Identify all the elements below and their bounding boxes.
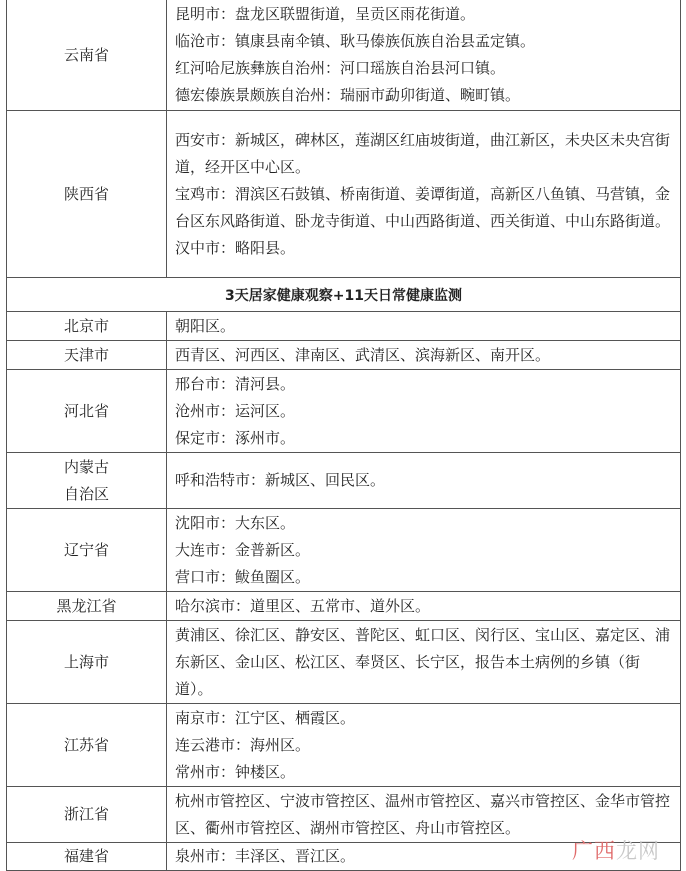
province-cell: 辽宁省 [7,509,167,592]
province-cell: 江苏省 [7,704,167,787]
area-line: 呼和浩特市：新城区、回民区。 [175,471,386,489]
watermark-logo [572,835,660,865]
province-cell: 云南省 [7,0,167,111]
table-row [7,111,681,278]
province-cell: 天津市 [7,341,167,370]
table-row [7,341,681,370]
area-line: 沈阳市：大东区。 [175,513,296,532]
areas-cell [167,704,681,787]
province-cell: 陕西省 [7,111,167,278]
areas-cell [167,453,681,509]
province-cell: 上海市 [7,621,167,704]
province-line: 内蒙古 [63,457,109,476]
watermark-part1: 广西 [572,839,616,863]
area-line: 临沧市：镇康县南伞镇、耿马傣族佤族自治县孟定镇。 [175,32,536,50]
province-cell [7,453,167,509]
section-title: 3天居家健康观察+11天日常健康监测 [7,278,681,312]
area-line: 西安市：新城区，碑林区，莲湖区红庙坡街道，曲江新区，未央区未央宫街道，经开区中心区。 [175,130,671,176]
watermark-part2: 龙网 [616,839,660,863]
province-cell: 浙江省 [7,787,167,843]
areas-cell [167,509,681,592]
area-line: 汉中市：略阳县。 [175,238,296,257]
area-line: 连云港市：海州区。 [175,735,311,754]
table-row [7,621,681,704]
areas-cell [167,312,681,341]
table-row [7,592,681,621]
areas-cell [167,0,681,111]
area-line: 宝鸡市：渭滨区石鼓镇、桥南街道、姜谭街道，高新区八鱼镇、马营镇，金台区东风路街道、卧龙寺街道、中山西路街道、西关街道、中山东路街道。 [175,184,671,230]
area-line: 朝阳区。 [175,316,236,335]
areas-cell [167,592,681,621]
area-line: 哈尔滨市：道里区、五常市、道外区。 [175,596,431,615]
region-table [6,0,681,871]
table-row [7,312,681,341]
area-line: 常州市：钟楼区。 [175,762,296,781]
areas-cell [167,621,681,704]
area-line: 沧州市：运河区。 [175,401,296,420]
area-line: 大连市：金普新区。 [175,540,311,559]
table-row [7,704,681,787]
area-line: 西青区、河西区、津南区、武清区、滨海新区、南开区。 [175,345,551,364]
table-row [7,509,681,592]
table-row [7,370,681,453]
area-line: 黄浦区、徐汇区、静安区、普陀区、虹口区、闵行区、宝山区、嘉定区、浦东新区、金山区、松江区、奉贤区、长宁区，报告本土病例的乡镇（街道）。 [175,625,671,698]
province-line: 自治区 [63,484,109,503]
area-line: 保定市：涿州市。 [175,428,296,447]
area-line: 邢台市：清河县。 [175,374,296,393]
area-line: 红河哈尼族彝族自治州：河口瑶族自治县河口镇。 [175,59,506,77]
area-line: 泉州市：丰泽区、晋江区。 [175,847,356,865]
province-cell: 北京市 [7,312,167,341]
table-row [7,0,681,111]
table-row [7,453,681,509]
area-line: 昆明市：盘龙区联盟街道，呈贡区雨花街道。 [175,5,476,23]
area-line: 营口市：鲅鱼圈区。 [175,567,311,586]
province-cell: 黑龙江省 [7,592,167,621]
area-line: 德宏傣族景颇族自治州：瑞丽市勐卯街道、畹町镇。 [175,86,521,104]
areas-cell [167,341,681,370]
province-cell: 河北省 [7,370,167,453]
area-line: 杭州市管控区、宁波市管控区、温州市管控区、嘉兴市管控区、金华市管控区、衢州市管控区、湖州市管控区、舟山市管控区。 [175,791,671,837]
areas-cell [167,370,681,453]
area-line: 南京市：江宁区、栖霞区。 [175,708,356,727]
province-cell: 福建省 [7,843,167,871]
section-header-row [7,278,681,312]
areas-cell [167,111,681,278]
